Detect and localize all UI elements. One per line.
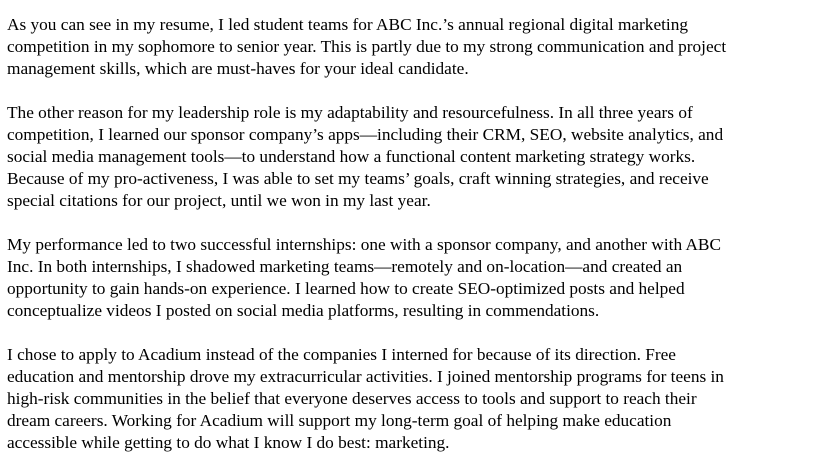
paragraph-leadership-experience <box>7 14 815 80</box>
text-line: opportunity to gain hands-on experience. I learned how to create SEO-optimized posts and helped <box>7 279 685 298</box>
text-line: Because of my pro-activeness, I was able to set my teams’ goals, craft winning strategies, and receive <box>7 169 709 188</box>
text-line: competition in my sophomore to senior year. This is partly due to my strong communication and project <box>7 37 727 56</box>
text-line: As you can see in my resume, I led student teams for ABC Inc.’s annual regional digital marketing <box>7 15 689 34</box>
paragraph-internships <box>7 234 815 322</box>
paragraph-adaptability <box>7 102 815 212</box>
text-line: competition, I learned our sponsor company’s apps—including their CRM, SEO, website analytics, and <box>7 125 724 144</box>
text-line: My performance led to two successful internships: one with a sponsor company, and another with ABC <box>7 235 721 254</box>
text-line: I chose to apply to Acadium instead of the companies I interned for because of its direction. Free <box>7 345 676 364</box>
text-line: dream careers. Working for Acadium will support my long-term goal of helping make education <box>7 411 672 430</box>
text-line: social media management tools—to understand how a functional content marketing strategy works. <box>7 147 696 166</box>
text-line: education and mentorship drove my extracurricular activities. I joined mentorship programs for teens in <box>7 367 724 386</box>
text-line: management skills, which are must-haves for your ideal candidate. <box>7 59 469 78</box>
cover-letter-body <box>7 14 815 476</box>
text-line: Inc. In both internships, I shadowed marketing teams—remotely and on-location—and created an <box>7 257 683 276</box>
text-line: special citations for our project, until we won in my last year. <box>7 191 431 210</box>
paragraph-why-acadium <box>7 344 815 454</box>
text-line: accessible while getting to do what I know I do best: marketing. <box>7 433 450 452</box>
text-line: conceptualize videos I posted on social media platforms, resulting in commendations. <box>7 301 600 320</box>
text-line: high-risk communities in the belief that everyone deserves access to tools and support to reach their <box>7 389 697 408</box>
text-line: The other reason for my leadership role is my adaptability and resourcefulness. In all three years of <box>7 103 693 122</box>
